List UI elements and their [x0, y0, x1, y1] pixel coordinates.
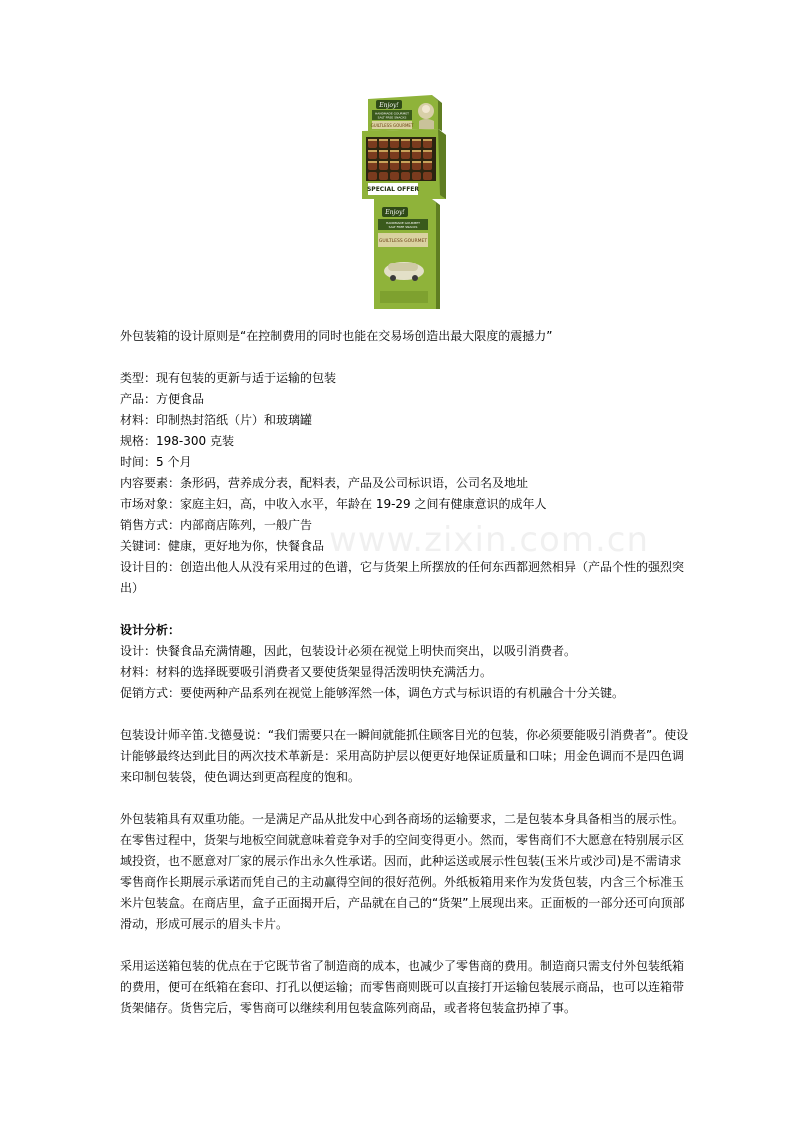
figure-bottom-line1: HANDMADE GOURMET: [386, 221, 420, 225]
article-body: [120, 326, 690, 1019]
analysis-promotion: 促销方式：要使两种产品系列在视觉上能够浑然一体，调色方式与标识语的有机融合十分关键。: [120, 686, 625, 700]
analysis-material: 材料：材料的选择既要吸引消费者又要使货架显得活泼明快充满活力。: [120, 665, 493, 679]
intro-line: 外包装箱的设计原则是“在控制费用的同时也能在交易场创造出最大限度的震撼力”: [120, 329, 553, 343]
analysis-design: 设计：快餐食品充满情趣，因此，包装设计必须在视觉上明快而突出，以吸引消费者。: [120, 644, 577, 658]
spec-material: 材料：印制热封箔纸（片）和玻璃罐: [120, 413, 313, 427]
product-display-image: [346, 95, 454, 313]
spec-market: 市场对象：家庭主妇，高，中收入水平，年龄在 19-29 之间有健康意识的成年人: [120, 497, 547, 511]
figure-offer: SPECIAL OFFER: [366, 186, 420, 193]
figure-bottom-brand: GUILTLESS GOURMET: [378, 239, 428, 244]
watermark: www.zixin.com.cn: [329, 520, 649, 560]
paragraph-designer-quote: 包装设计师辛笛.戈德曼说：“我们需要只在一瞬间就能抓住顾客目光的包装，你必须要能吸引消费者”。使设计能够最终达到此目的两次技术革新是：采用高防护层以便更好地保证质量和口味；用金色调而不是四色调来印制包装袋，使色调达到更高程度的饱和。: [120, 728, 689, 784]
design-goal: 设计目的：创造出他人从没有采用过的色谱，它与货架上所摆放的任何东西都迥然相异（产品个性的强烈突出）: [120, 560, 685, 595]
spec-size: 规格：198-300 克装: [120, 434, 234, 448]
spec-keywords: 关键词：健康，更好地为你，快餐食品: [120, 539, 325, 553]
spec-content: 内容要素：条形码，营养成分表，配料表，产品及公司标识语，公司名及地址: [120, 476, 529, 490]
spec-type: 类型：现有包装的更新与适于运输的包装: [120, 371, 337, 385]
paragraph-advantages: 采用运送箱包装的优点在于它既节省了制造商的成本，也减少了零售商的费用。制造商只需支付外包装纸箱的费用，便可在纸箱在套印、打孔以便运输；而零售商则既可以直接打开运输包装展示商品，也可以连箱带货架储存。货售完后，零售商可以继续利用包装盒陈列商品，或者将包装盒扔掉了事。: [120, 959, 685, 1015]
spec-time: 时间：5 个月: [120, 455, 192, 469]
analysis-heading: 设计分析：: [120, 623, 181, 637]
spec-product: 产品：方便食品: [120, 392, 205, 406]
figure-top-line1: HANDMADE GOURMET: [375, 111, 409, 116]
figure-bottom-badge: Enjoy!: [385, 209, 405, 216]
figure-bottom-line2: SALT FREE SNACKS: [388, 225, 418, 229]
figure-top-badge: Enjoy!: [379, 102, 399, 109]
spec-sales: 销售方式：内部商店陈列，一般广告: [120, 518, 313, 532]
figure-top-line2: SALT FREE SNACKS: [377, 115, 407, 120]
figure-brand: GUILTLESS GOURMET: [370, 123, 414, 128]
paragraph-dual-function: 外包装箱具有双重功能。一是满足产品从批发中心到各商场的运输要求，二是包装本身具备相当的展示性。在零售过程中，货架与地板空间就意味着竞争对手的空间变得更小。然而，零售商们不大愿意在特别展示区域投资，也不愿意对厂家的展示作出永久性承诺。因而，此种运送或展示性包装(玉米片或沙司)是不需请求零售商作长期展示承诺而凭自己的主动赢得空间的很好范例。外纸板箱用来作为发货包装，内含三个标准玉米片包装盒。在商店里，盒子正面揭开后，产品就在自己的“货架”上展现出来。正面板的一部分还可向顶部滑动，形成可展示的眉头卡片。: [120, 812, 685, 931]
